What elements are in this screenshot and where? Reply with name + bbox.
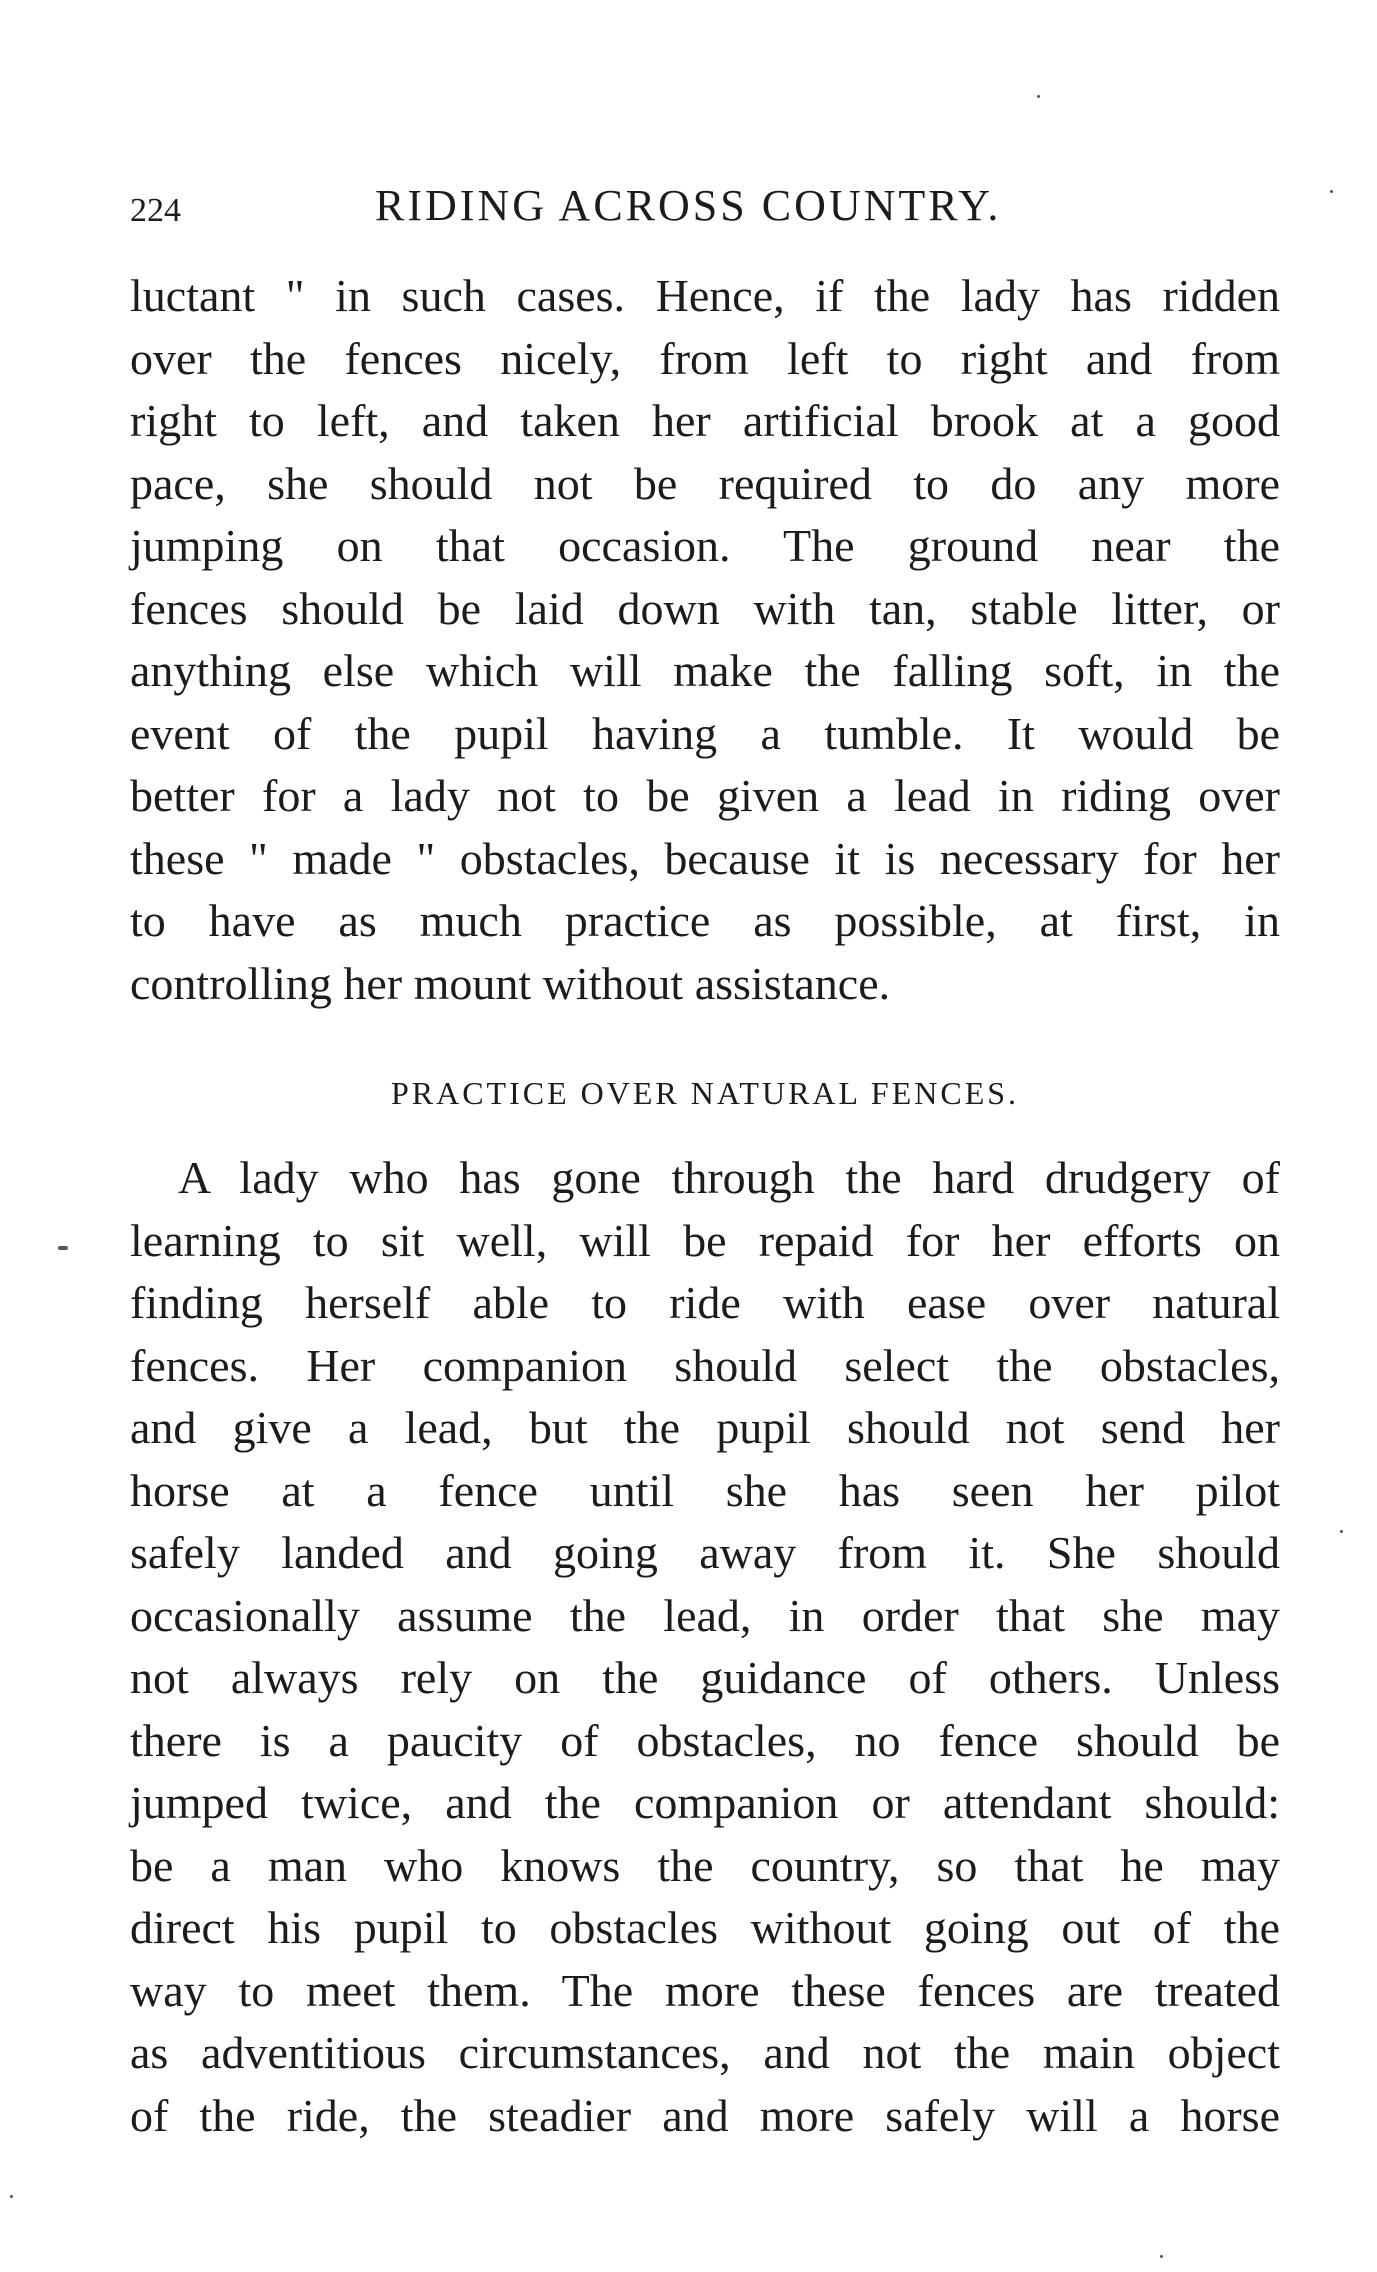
text-line: as adventitious circumstances, and not the main object (130, 2027, 1280, 2078)
text-line: over the fences nicely, from left to right and from (130, 332, 1280, 384)
section-heading: PRACTICE OVER NATURAL FENCES. (390, 1075, 1020, 1111)
text-line: be a man who knows the country, so that he may (130, 1839, 1280, 1891)
scan-speck (10, 2195, 13, 2198)
text-line: A lady who has gone through the hard drudgery of (178, 1152, 1280, 1203)
text-line: anything else which will make the falling soft, in the (130, 645, 1280, 696)
paragraph-continued (130, 265, 1280, 1015)
text-line: controlling her mount without assistance. (130, 957, 891, 1009)
text-line: fences should be laid down with tan, stable litter, or (130, 582, 1280, 634)
text-line: there is a paucity of obstacles, no fence should be (130, 1714, 1280, 1766)
text-line: finding herself able to ride with ease over natural (130, 1277, 1280, 1328)
scan-speck (1340, 1530, 1343, 1533)
text-line: to have as much practice as possible, at first, in (130, 895, 1280, 946)
page-number: 224 (130, 192, 181, 229)
scan-speck (1037, 95, 1040, 98)
text-line: better for a lady not to be given a lead in riding over (130, 770, 1280, 821)
text-line: learning to sit well, will be repaid for her efforts on (130, 1214, 1280, 1266)
text-line: occasionally assume the lead, in order that she may (130, 1589, 1280, 1641)
text-line: jumped twice, and the companion or attendant should: (130, 1777, 1280, 1828)
text-line: safely landed and going away from it. She should (130, 1527, 1280, 1578)
page-header (130, 180, 1275, 240)
scan-speck (1330, 190, 1333, 193)
text-line: direct his pupil to obstacles without going out of the (130, 1902, 1280, 1953)
text-line: pace, she should not be required to do any more (130, 457, 1280, 509)
text-line: way to meet them. The more these fences are treated (130, 1964, 1280, 2016)
scan-speck (1160, 2255, 1163, 2258)
text-line: these " made " obstacles, because it is necessary for her (130, 832, 1280, 884)
text-line: horse at a fence until she has seen her pilot (130, 1464, 1280, 1516)
text-line: luctant " in such cases. Hence, if the lady has ridden (130, 270, 1280, 321)
text-line: jumping on that occasion. The ground near the (130, 520, 1280, 571)
running-title: RIDING ACROSS COUNTRY. (375, 181, 1002, 230)
scan-speck (58, 1246, 68, 1250)
text-line: fences. Her companion should select the obstacles, (130, 1339, 1280, 1391)
paragraph-natural-fences (130, 1147, 1280, 2147)
text-line: right to left, and taken her artificial brook at a good (130, 395, 1280, 446)
text-line: of the ride, the steadier and more safely will a horse (130, 2089, 1280, 2141)
text-line: event of the pupil having a tumble. It would be (130, 707, 1280, 759)
text-line: and give a lead, but the pupil should not send her (130, 1402, 1280, 1453)
text-line: not always rely on the guidance of others. Unless (130, 1652, 1280, 1703)
